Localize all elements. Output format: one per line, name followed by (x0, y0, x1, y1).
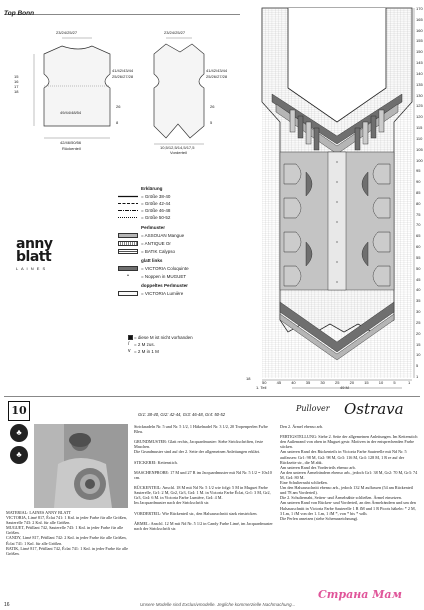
line-solid-icon (118, 193, 138, 200)
chart-bottom-tick: 35 (305, 380, 311, 385)
badge-icon: ♣ (16, 428, 22, 437)
back-left-dim-3: 17 (14, 84, 19, 89)
back-piece-schematic (4, 16, 240, 152)
front-side: 5 (210, 120, 213, 125)
chart-right-tick: 95 (416, 168, 421, 174)
swatch-batik (118, 249, 138, 254)
swatch-antique (118, 241, 138, 246)
footer-note: Unsere Modelle sind Exclusivmodelle. Jegliche kommerzielle Nachmachung... (140, 602, 296, 607)
brand-logo (16, 238, 76, 280)
chart-right-tick: 135 (416, 81, 423, 87)
back-mid-num: 26 (116, 104, 121, 109)
square-black-icon (128, 335, 133, 340)
article-header (4, 396, 420, 423)
article-title: Pullover (296, 404, 330, 413)
article-sizes: Gr1: 38-40, Gr2: 42-44, Gr3: 46-48, Gr4: 50-52 (138, 412, 226, 417)
chart-bottom-tick: 25 (335, 380, 340, 385)
brand-name-2: blatt (16, 249, 52, 265)
chart-right-tick: 55 (416, 254, 421, 260)
back-bust: 49/44/48/54 (60, 110, 82, 115)
back-left-dim-1: 15 (14, 74, 19, 79)
model-photo (34, 424, 128, 508)
legend-symbol-2: / = 2 M zus. (128, 341, 155, 347)
chart-left-label: 18 (246, 376, 251, 381)
chart-right-tick: 10 (416, 352, 421, 358)
legend-symbol-3: v = 2 M in 1 M (128, 348, 159, 354)
line-dashed-icon (118, 200, 138, 207)
chart-foot-left: 1. Teil (256, 385, 267, 390)
chart-right-tick: 130 (416, 92, 423, 98)
materials-text: MATERIAL: LAINES ANNY BLATT VICTORIA, Limé 817, Éclat 741: 1 Knl. in jeder Farbe für alle Größen, Sauterelle 743: 2 Knl. für alle Größen. MUGUET, Pétillant 742, Sauterelle 743: 1 Knl. in jeder Farbe für alle Größen. CANDY, Limé 817, Pétillant 742: 2 Knl. in jeder Farbe für alle Größen, Éclat 741: 1 Knl. für alle Größen. BATIK, Limé 817, Pétillant 742, Éclat 741: 1 Knl. in jeder Farbe für alle Größen. (6, 510, 128, 556)
chart-grid (242, 2, 422, 392)
page-number: 16 (4, 602, 10, 608)
legend-doppelt: doppeltes Perlmuster (141, 283, 188, 288)
chart-right-tick: 110 (416, 135, 423, 141)
back-left-dim-4: 18 (14, 89, 19, 94)
swatch-coloquinte (118, 266, 138, 271)
front-armhole-2: 25/26/27/28 (206, 74, 228, 79)
watermark: Страна Мам (318, 588, 402, 601)
chart-right-tick: 165 (416, 16, 423, 22)
chart-right-tick: 50 (416, 265, 421, 271)
chart-right-tick: 85 (416, 190, 421, 195)
chart-right-tick: 80 (416, 200, 421, 206)
chart-bottom-tick: 40 (291, 380, 296, 385)
legend-heading: Erklärung (141, 186, 163, 191)
back-armhole-1: 41/42/43/44 (112, 68, 134, 73)
legend-symbol-1: = diese M ist nicht vorhanden (118, 334, 236, 341)
chart-right-tick: 100 (416, 157, 423, 163)
chart-bottom-tick: 10 (378, 380, 384, 385)
chart-right-tick: 145 (416, 60, 423, 66)
chart-bottom-tick: 15 (364, 380, 369, 385)
chart-bottom-tick: 45 (276, 380, 282, 385)
legend-yarn-3: = BATIK Calypso (118, 248, 236, 255)
knitting-chart (242, 2, 422, 392)
badge-icon: ♣ (16, 450, 22, 459)
back-hem: 42/46/50/56 (60, 140, 82, 145)
chart-right-tick: 5 (416, 363, 419, 369)
legend-size-4: = Größe 50-52 (118, 214, 236, 221)
chart-bottom-tick: 50 (262, 380, 267, 385)
swatch-noppen: • (118, 274, 138, 279)
instructions-middle: Stricknadeln Nr. 5 und Nr. 5 1/2, 1 Häkelnadel Nr. 3 1/2, 20 Tropenperlen Fa/be Bleu. GRUNDMUSTER: Glatt rechts, Jacquardmuster: Siehe Strickschriften, feste Maschen. Die Grundmuster sind auf der 2. Seite der allgemeinen Anleitungen erklärt. STICKEREI: Kettenstich. MASCHENPROBE: 17 M und 27 R im Jacquardmuster mit Nd Nr. 5 1/2 = 10x10 cm. RÜCKENTEIL: Anschl. 18 M mit Nd Nr. 5 1/2 wie folgt: 5 M in Muguet Farbe Sauterelle, Gr1: 2 M, Gr2, Gr3, Gr4: 1 M. in Victoria Farbe Éclat, Gr1: 3 M, Gr2, Gr3, Gr4: 6 M. in Victoria Farbe Lumière, Gr4: 4 M. Im Jacquardmuster nach der Strickschrift str. VORDERTEIL: Wie Rückenteil str., den Halsausschnitt stark einstricken. ÄRMEL: Anschl. 12 M mit Nd Nr. 5 1/2 in Candy Farbe Limé, im Jacquardmuster nach der Strickschrift str. (134, 424, 273, 531)
model-photo-image (34, 424, 128, 508)
back-top-width: 23/24/25/27 (56, 30, 78, 35)
legend-yarn-2: = ANTIQUE Or (118, 240, 236, 247)
chart-right-tick: 150 (416, 49, 423, 55)
brand-name-1: anny (16, 236, 53, 252)
brand-sub: L A I N E S (16, 266, 47, 271)
legend-glatt-1: = VICTORIA Coloquinte (118, 265, 236, 272)
chart-right-tick: 170 (416, 6, 423, 11)
chart-bottom-tick: 1 (408, 380, 411, 385)
chart-right-tick: 35 (416, 298, 421, 304)
schematics-panel (4, 16, 240, 155)
chart-bottom-tick: 20 (349, 380, 355, 385)
line-dotted-icon (118, 214, 138, 221)
chart-right-tick: 45 (416, 276, 421, 282)
chart-right-tick: 75 (416, 211, 421, 217)
legend-size-2: = Größe 42-44 (118, 200, 236, 207)
back-left-dim-2: 16 (14, 79, 19, 84)
chart-right-tick: 105 (416, 146, 423, 152)
legend-doppelt-1: = VICTORIA Lumière (118, 290, 236, 297)
legend-glatt: glatt links (141, 258, 163, 263)
badge-1 (10, 424, 28, 442)
badge-2 (10, 446, 28, 464)
front-hem: 10,5/12,5/14,5/17,5 (160, 145, 195, 150)
legend-glatt-2: • = Noppen in MUGUET (118, 273, 236, 280)
back-armhole-2: 25/26/27/28 (112, 74, 134, 79)
chart-right-tick: 15 (416, 341, 421, 347)
front-top-width: 23/24/25/27 (164, 30, 186, 35)
chart-right-tick: 155 (416, 38, 423, 44)
chart-foot-mid: 49 M (340, 385, 349, 390)
chart-right-tick: 90 (416, 179, 421, 185)
back-label: Rückenteil (62, 146, 81, 151)
chart-right-tick: 160 (416, 27, 423, 33)
line-dashdot-icon (118, 207, 138, 214)
legend-perlmuster: Perlmuster (141, 225, 166, 230)
chart-right-tick: 30 (416, 309, 421, 315)
chart-right-tick: 20 (416, 330, 421, 336)
swatch-lumiere (118, 291, 138, 296)
page-title: Top Bonn (4, 10, 35, 17)
legend-size-3: = Größe 46-48 (118, 207, 236, 214)
chart-bottom-tick: 30 (320, 380, 325, 385)
swatch-assouan (118, 233, 138, 238)
back-side: 8 (116, 120, 119, 125)
chart-right-tick: 140 (416, 70, 423, 76)
article-title-2: Ostrava (344, 400, 404, 418)
legend-size-1: = Größe 38-40 (118, 193, 236, 200)
chart-right-tick: 125 (416, 103, 423, 109)
chart-right-tick: 70 (416, 222, 421, 228)
article-number: 10 (8, 401, 30, 421)
front-armhole-1: 41/42/43/44 (206, 68, 228, 73)
page-header (4, 2, 240, 15)
m1-icon: v (128, 348, 131, 354)
front-mid-num: 26 (210, 104, 215, 109)
instructions-right: Den 2. Ärmel ebenso arb. FERTIGSTELLUNG: Siehe 2. Seite der allgemeinen Anleitungen. Im Kettenstich den Außenrand von oben in Muguet gestr. Motiven in der entsprechenden Farbe sticken. Am unteren Rand des Rückenteils in Victoria Farbe Sauterelle mit Nd Nr. 5 auffassen: Gr1: 98 M, Gr2: 98 M, Gr3: 116 M, Gr4: 128 M, 1 R re auf der Rückseite str., die M abk. Am unteren Rand des Vorderteils ebenso arb. An den unteren Ärmelrändern ebenso arb., jedoch Gr1: 38 M, Gr2: 70 M, Gr3: 74 M, Gr4: 80 M. Eine Schulternaht schließen. Um den Halsausschnitt ebenso arb., jedoch 132 M auffassen (54 am Rückenteil und 78 am Vorderteil). Die 2. Schulternaht, Seiten- und Ärmelnähte schließen. Ärmel einsetzen. Am unteren Rand von Rücken- und Vorderteil, an den Ärmelrändern und um den Halsausschnitt in Victoria Farbe Sauterelle 1 R fM und 1 R Picots häkeln: * 2 M, 3 Lm, 1 fM von der 1. Lm, 1 fM *, von * bis * wdh. Die Perlen ansetzen (siehe Schemazeichnung). (280, 424, 418, 521)
chart-right-tick: 25 (416, 319, 421, 325)
chart-right-tick: 40 (416, 287, 421, 293)
legend-yarn-1: = ASSOUAN Mangue (118, 232, 236, 239)
chart-right-tick: 65 (416, 233, 421, 239)
front-label: Vorderteil (170, 150, 187, 155)
legend (118, 186, 236, 356)
chart-bottom-tick: 5 (393, 380, 396, 385)
chart-right-tick: 120 (416, 114, 423, 120)
chart-right-tick: 60 (416, 244, 421, 250)
chart-right-tick: 115 (416, 125, 423, 131)
chart-right-tick: 1 (416, 374, 419, 379)
k2tog-icon: / (128, 341, 130, 347)
